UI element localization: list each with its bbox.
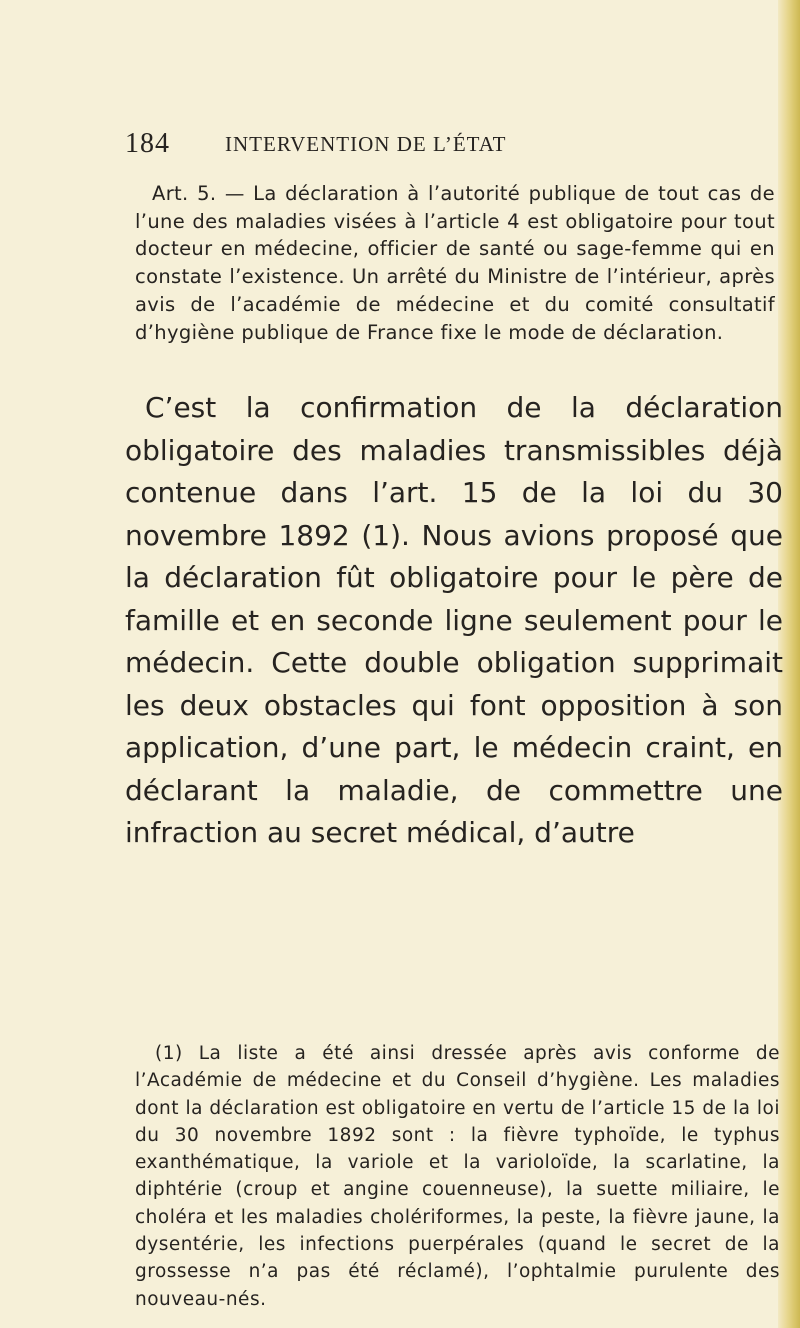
law-article-paragraph: Art. 5. — La déclaration à l’autorité publique de tout cas de l’une des maladies visées à l’article 4 est obligatoire pour tout docteur en médecine, officier de santé ou sage-femme qui en constate l’existence. Un arrêté du Ministre de l’intérieur, après avis de l’académie de médecine et du comité consultatif d’hygiène publique de France fixe le mode de déclaration. [135, 182, 775, 344]
book-page [125, 0, 783, 1328]
page-number: 184 [125, 128, 170, 159]
running-head: INTERVENTION DE L’ÉTAT [225, 132, 507, 156]
page-header [125, 128, 783, 168]
body-paragraph: C’est la confirmation de la déclaration obligatoire des maladies transmissibles déjà contenue dans l’art. 15 de la loi du 30 novembre 1892 (1). Nous avions proposé que la déclaration fût obligatoire pour le père de famille et en seconde ligne seulement pour le médecin. Cette double obligation supprimait les deux obstacles qui font opposition à son application, d’une part, le médecin craint, en déclarant la maladie, de commettre une infraction au secret médical, d’autre [125, 391, 783, 849]
footnote: (1) La liste a été ainsi dressée après avis conforme de l’Académie de médecine et du Conseil d’hygiène. Les maladies dont la déclaration est obligatoire en vertu de l’article 15 de la loi du 30 novembre 1892 sont : la fièvre typhoïde, le typhus exanthématique, la variole et la varioloïde, la scarlatine, la diphtérie (croup et angine couenneuse), la suette miliaire, le choléra et les maladies cholériformes, la peste, la fièvre jaune, la dysentérie, les infections puerpérales (quand le secret de la grossesse n’a pas été réclamé), l’ophtalmie purulente des nouveau-nés. [135, 1043, 780, 1310]
